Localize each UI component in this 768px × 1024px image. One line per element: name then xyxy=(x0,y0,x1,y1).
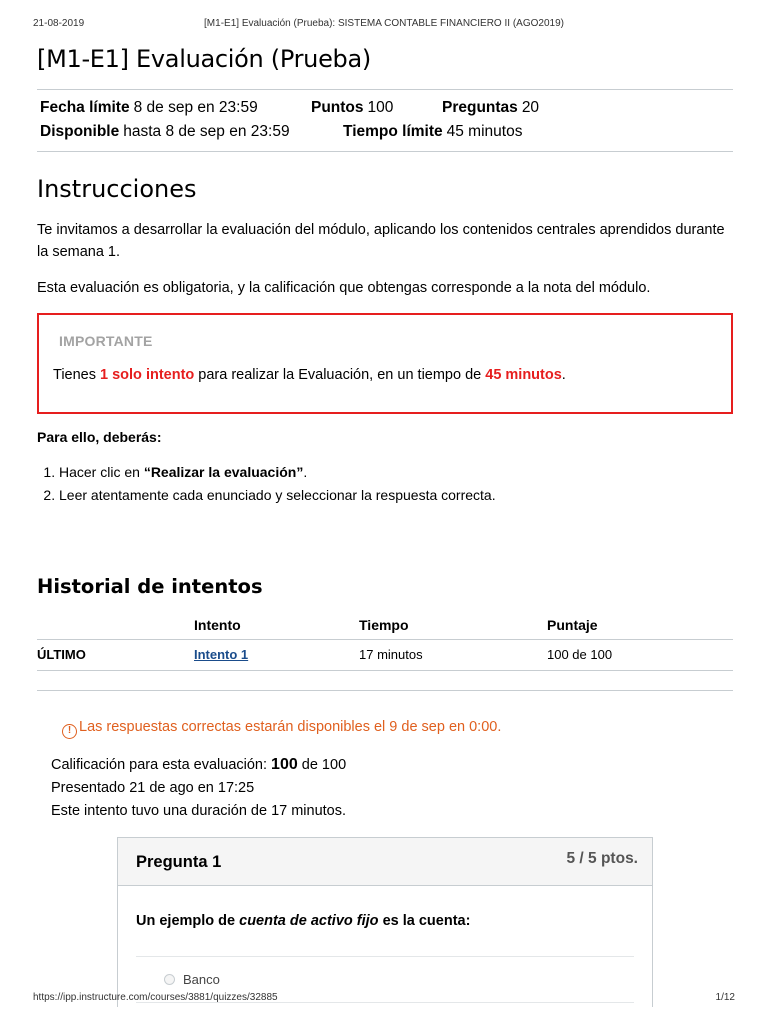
question-body xyxy=(118,886,652,1003)
question-points: 5 / 5 ptos. xyxy=(566,849,638,867)
time-allowed: 45 minutos xyxy=(485,367,562,383)
questions xyxy=(442,96,539,120)
steps-list xyxy=(37,461,733,507)
important-text-end: . xyxy=(561,367,566,383)
available-value: hasta 8 de sep en 23:59 xyxy=(123,123,290,140)
result-summary xyxy=(51,753,733,823)
history-title: Historial de intentos xyxy=(37,575,263,598)
instructions-paragraph-1: Te invitamos a desarrollar la evaluación del módulo, aplicando los contenidos centrales aprendidos durante la semana 1. xyxy=(37,222,725,260)
grade-post: de 100 xyxy=(297,756,347,773)
step-item xyxy=(59,461,733,484)
important-box xyxy=(37,313,733,414)
time-limit-label: Tiempo límite xyxy=(343,123,443,140)
score-cell: 100 de 100 xyxy=(547,639,733,670)
important-text-mid: para realizar la Evaluación, en un tiempo de xyxy=(194,367,486,383)
print-footer xyxy=(33,992,735,1006)
step1-bold: “Realizar la evaluación” xyxy=(143,464,304,480)
important-text-pre: Tienes xyxy=(53,367,101,383)
meta-row-1 xyxy=(40,96,730,120)
attempt-cell xyxy=(194,639,359,670)
answers-notice xyxy=(62,719,733,739)
table-header-row xyxy=(37,615,733,639)
time-limit xyxy=(343,120,522,144)
steps-intro: Para ello, deberás: xyxy=(37,429,162,445)
history-table xyxy=(37,615,733,671)
column-header: Tiempo xyxy=(359,615,547,639)
question-text-post: es la cuenta: xyxy=(378,912,471,929)
print-url: https://ipp.instructure.com/courses/3881/quizzes/32885 xyxy=(33,992,278,1003)
grade-pre: Calificación para esta evaluación: xyxy=(51,756,272,773)
points-label: Puntos xyxy=(311,99,364,116)
due-label: Fecha límite xyxy=(40,99,130,116)
questions-value: 20 xyxy=(521,99,540,116)
column-header: Puntaje xyxy=(547,615,733,639)
step-item: 2. Leer atentamente cada enunciado y seleccionar la respuesta correcta. xyxy=(59,484,733,507)
instructions-paragraph-2: Esta evaluación es obligatoria, y la calificación que obtengas corresponde a la nota del módulo. xyxy=(37,280,651,296)
question-text-pre: Un ejemplo de xyxy=(136,912,240,929)
table-row xyxy=(37,639,733,670)
questions-label: Preguntas xyxy=(442,99,518,116)
important-text xyxy=(53,367,731,383)
points-value: 100 xyxy=(367,99,394,116)
points xyxy=(311,96,393,120)
notice-text: Las respuestas correctas estarán disponibles el 9 de sep en 0:00. xyxy=(79,718,502,735)
step1-pre: Hacer clic en xyxy=(59,464,144,480)
print-document-title: [M1-E1] Evaluación (Prueba): SISTEMA CONTABLE FINANCIERO II (AGO2019) xyxy=(204,18,564,29)
question-title: Pregunta 1 xyxy=(136,852,222,871)
column-header: Intento xyxy=(194,615,359,639)
question-text-em: cuenta de activo fijo xyxy=(239,912,379,929)
print-page-number: 1/12 xyxy=(715,992,735,1003)
row-label: ÚLTIMO xyxy=(37,639,194,670)
exclamation-circle-icon: ! xyxy=(62,724,77,739)
due-date xyxy=(40,96,258,120)
attempt-link[interactable]: Intento 1 xyxy=(194,647,249,662)
radio-button-icon[interactable] xyxy=(164,974,175,985)
available-label: Disponible xyxy=(40,123,120,140)
quiz-meta xyxy=(37,89,733,152)
attempt-count: 1 solo intento xyxy=(100,367,195,383)
question-text xyxy=(136,913,634,929)
duration-line: Este intento tuvo una duración de 17 minutos. xyxy=(51,802,347,819)
page-title: [M1-E1] Evaluación (Prueba) xyxy=(37,45,371,73)
question-header xyxy=(118,838,652,886)
step1-end: . xyxy=(303,464,308,480)
grade-score: 100 xyxy=(271,755,298,773)
quiz-content xyxy=(37,42,733,1007)
question-card xyxy=(117,837,653,1007)
answer-label: Banco xyxy=(183,971,220,987)
submitted-line: Presentado 21 de ago en 17:25 xyxy=(51,779,255,796)
due-value: 8 de sep en 23:59 xyxy=(133,99,258,116)
important-label: IMPORTANTE xyxy=(59,333,153,349)
grade-line xyxy=(51,753,733,777)
column-header xyxy=(37,615,194,639)
available xyxy=(40,120,290,144)
print-header xyxy=(33,18,735,32)
print-date: 21-08-2019 xyxy=(33,18,85,29)
divider xyxy=(37,690,733,691)
time-limit-value: 45 minutos xyxy=(446,123,523,140)
time-cell: 17 minutos xyxy=(359,639,547,670)
meta-row-2 xyxy=(40,120,730,144)
instructions-title: Instrucciones xyxy=(37,175,197,203)
